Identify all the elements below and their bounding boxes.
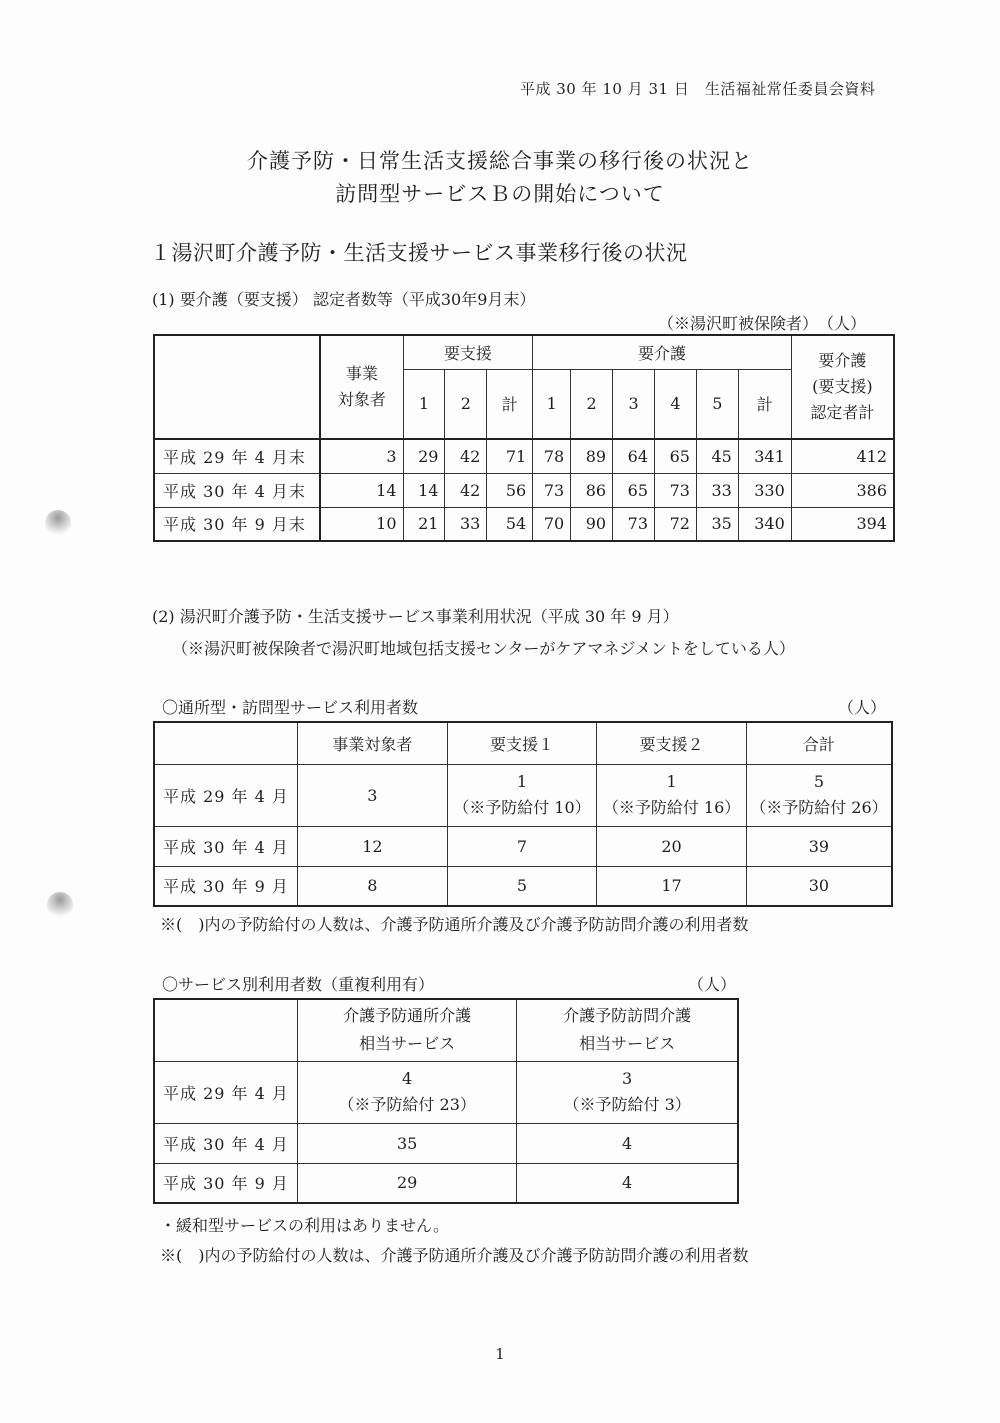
cell-value: 3 <box>320 439 403 473</box>
cell-note: （※予防給付 3） <box>563 1095 691 1114</box>
cell-value: 39 <box>808 836 830 856</box>
cell-note: （※予防給付 23） <box>338 1095 476 1114</box>
header-yokaigo-4: 4 <box>655 369 697 439</box>
table-b-unit: （人） <box>688 975 737 994</box>
cell-value: 54 <box>487 507 533 541</box>
cell-value: 64 <box>613 439 655 473</box>
cell <box>298 826 448 866</box>
cell-value: 42 <box>445 473 487 507</box>
cell-value: 1 <box>516 772 528 791</box>
cell-note: （※予防給付 10） <box>453 798 591 817</box>
cell <box>298 866 448 906</box>
table-row <box>154 1061 738 1123</box>
header-yokaigo-1: 1 <box>533 369 571 439</box>
cell-value: 35 <box>696 507 738 541</box>
header-yokaigo-5: 5 <box>696 369 738 439</box>
cell <box>298 764 448 826</box>
cell-note: （※予防給付 26） <box>750 798 888 817</box>
cell-value: 29 <box>396 1173 418 1193</box>
cell-value: 71 <box>487 439 533 473</box>
corner-cell <box>154 999 298 1061</box>
row-label: 平成 30 年 4 月末 <box>154 473 320 507</box>
header-tsusho <box>298 999 517 1061</box>
certified-count-table <box>153 334 895 542</box>
row-label: 平成 29 年 4 月 <box>154 1061 298 1123</box>
cell-value: 3 <box>622 1069 633 1088</box>
cell-value: 5 <box>516 876 528 896</box>
cell <box>298 1163 517 1203</box>
sub2-scope-note: （※湯沢町被保険者で湯沢町地域包括支援センターがケアマネジメントをしている人） <box>172 639 795 658</box>
corner-cell <box>154 722 298 764</box>
header-tsusho-line1: 介護予防通所介護 <box>343 1006 472 1026</box>
cell-value: 394 <box>791 507 894 541</box>
cell-value: 14 <box>403 473 445 507</box>
row-label: 平成 29 年 4 月末 <box>154 439 320 473</box>
cell-note: （※予防給付 16） <box>602 798 741 817</box>
header-jigyo-line2: 対象者 <box>337 390 386 409</box>
table-row <box>154 866 892 906</box>
header-yoshien: 要支援 <box>403 335 533 369</box>
header-total <box>791 335 894 439</box>
row-label: 平成 30 年 4 月 <box>154 1123 298 1163</box>
header-yokaigo-total: 計 <box>738 369 791 439</box>
cell-value: 412 <box>791 439 894 473</box>
page-title-line2: 訪問型サービスＢの開始について <box>335 182 665 206</box>
row-label: 平成 30 年 4 月 <box>154 826 298 866</box>
service-users-table <box>153 721 893 907</box>
cell-value: 340 <box>738 507 791 541</box>
cell <box>597 866 747 906</box>
cell-value: 10 <box>320 507 403 541</box>
cell-value: 73 <box>655 473 697 507</box>
page-number: 1 <box>495 1345 505 1363</box>
cell-value: 20 <box>661 836 682 856</box>
cell-value: 70 <box>533 507 571 541</box>
header-homon <box>517 999 738 1061</box>
header-homon-line2: 相当サービス <box>579 1034 676 1054</box>
cell-value: 4 <box>622 1133 633 1153</box>
cell-value: 72 <box>655 507 697 541</box>
table-row <box>154 439 894 473</box>
cell-value: 5 <box>813 772 825 791</box>
table-row <box>154 826 892 866</box>
cell <box>517 1061 738 1123</box>
cell-value: 90 <box>571 507 613 541</box>
cell-value: 56 <box>487 473 533 507</box>
header-yoshien-2: 2 <box>445 369 487 439</box>
cell-value: 78 <box>533 439 571 473</box>
cell <box>298 1061 517 1123</box>
header-yokaigo-3: 3 <box>613 369 655 439</box>
cell-value: 4 <box>402 1069 413 1088</box>
header-yoshien-1: 要支援１ <box>447 722 597 764</box>
cell-value: 14 <box>320 473 403 507</box>
cell-value: 29 <box>403 439 445 473</box>
cell-value: 42 <box>445 439 487 473</box>
header-yoshien-2: 要支援２ <box>597 722 747 764</box>
cell-value: 1 <box>666 772 677 791</box>
cell <box>597 764 747 826</box>
header-total-line2: (要支援) <box>812 377 873 396</box>
cell-value: 7 <box>516 836 528 856</box>
table-row <box>154 473 894 507</box>
cell-value: 89 <box>571 439 613 473</box>
cell-value: 330 <box>738 473 791 507</box>
punch-hole-bottom <box>47 892 73 918</box>
cell-value: 86 <box>571 473 613 507</box>
cell <box>447 866 597 906</box>
table-a-unit: （人） <box>838 698 887 717</box>
cell-value: 65 <box>613 473 655 507</box>
row-label: 平成 30 年 9 月 <box>154 866 298 906</box>
row-label: 平成 30 年 9 月 <box>154 1163 298 1203</box>
header-homon-line1: 介護予防訪問介護 <box>563 1006 692 1026</box>
table-row <box>154 1123 738 1163</box>
section1-heading: １湯沢町介護予防・生活支援サービス事業移行後の状況 <box>150 241 688 265</box>
cell-value: 73 <box>533 473 571 507</box>
header-jigyo <box>320 335 403 439</box>
cell <box>746 866 892 906</box>
header-total: 合計 <box>746 722 892 764</box>
header-yoshien-1: 1 <box>403 369 445 439</box>
header-yokaigo: 要介護 <box>533 335 792 369</box>
table-a-footnote: ※( )内の予防給付の人数は、介護予防通所介護及び介護予防訪問介護の利用者数 <box>160 915 749 934</box>
cell-value: 30 <box>808 876 830 896</box>
table-row <box>154 1163 738 1203</box>
header-tsusho-line2: 相当サービス <box>359 1034 456 1054</box>
cell <box>517 1123 738 1163</box>
sub2-heading: (2) 湯沢町介護予防・生活支援サービス事業利用状況（平成 30 年 9 月） <box>152 607 679 626</box>
punch-hole-top <box>45 510 71 536</box>
cell-value: 341 <box>738 439 791 473</box>
corner-cell <box>154 335 320 439</box>
cell <box>447 826 597 866</box>
cell-value: 21 <box>403 507 445 541</box>
header-jigyo-line1: 事業 <box>345 364 378 383</box>
row-label: 平成 30 年 9 月末 <box>154 507 320 541</box>
cell-value: 386 <box>791 473 894 507</box>
table-a-caption: 〇通所型・訪問型サービス利用者数 <box>162 698 419 717</box>
table-b-footnote: ※( )内の予防給付の人数は、介護予防通所介護及び介護予防訪問介護の利用者数 <box>160 1246 749 1265</box>
cell <box>746 764 892 826</box>
cell-value: 17 <box>661 876 682 896</box>
service-type-users-table <box>153 998 739 1204</box>
cell-value: 4 <box>622 1173 633 1193</box>
table-b-caption: 〇サービス別利用者数（重複利用有） <box>162 975 435 994</box>
cell-value: 12 <box>362 836 383 856</box>
cell <box>447 764 597 826</box>
cell-value: 65 <box>655 439 697 473</box>
cell-value: 73 <box>613 507 655 541</box>
header-jigyo: 事業対象者 <box>298 722 448 764</box>
table-b-bullet: ・緩和型サービスの利用はありません。 <box>160 1216 449 1235</box>
header-yoshien-total: 計 <box>487 369 533 439</box>
page-title-line1: 介護予防・日常生活支援総合事業の移行後の状況と <box>247 149 753 173</box>
cell-value: 45 <box>696 439 738 473</box>
header-yokaigo-2: 2 <box>571 369 613 439</box>
row-label: 平成 29 年 4 月 <box>154 764 298 826</box>
sub1-scope-note: （※湯沢町被保険者） （人） <box>658 314 867 333</box>
cell-value: 35 <box>396 1133 418 1153</box>
cell-value: 33 <box>696 473 738 507</box>
header-total-line1: 要介護 <box>818 351 867 370</box>
cell <box>597 826 747 866</box>
sub1-heading: (1) 要介護（要支援） 認定者数等（平成30年9月末） <box>152 290 536 309</box>
table-row <box>154 764 892 826</box>
table-row <box>154 507 894 541</box>
header-total-line3: 認定者計 <box>810 403 875 422</box>
cell-value: 8 <box>367 876 378 896</box>
cell <box>517 1163 738 1203</box>
cell-value: 3 <box>367 785 378 805</box>
header-note: 平成 30 年 10 月 31 日 生活福祉常任委員会資料 <box>520 80 876 98</box>
cell-value: 33 <box>445 507 487 541</box>
cell <box>746 826 892 866</box>
cell <box>298 1123 517 1163</box>
